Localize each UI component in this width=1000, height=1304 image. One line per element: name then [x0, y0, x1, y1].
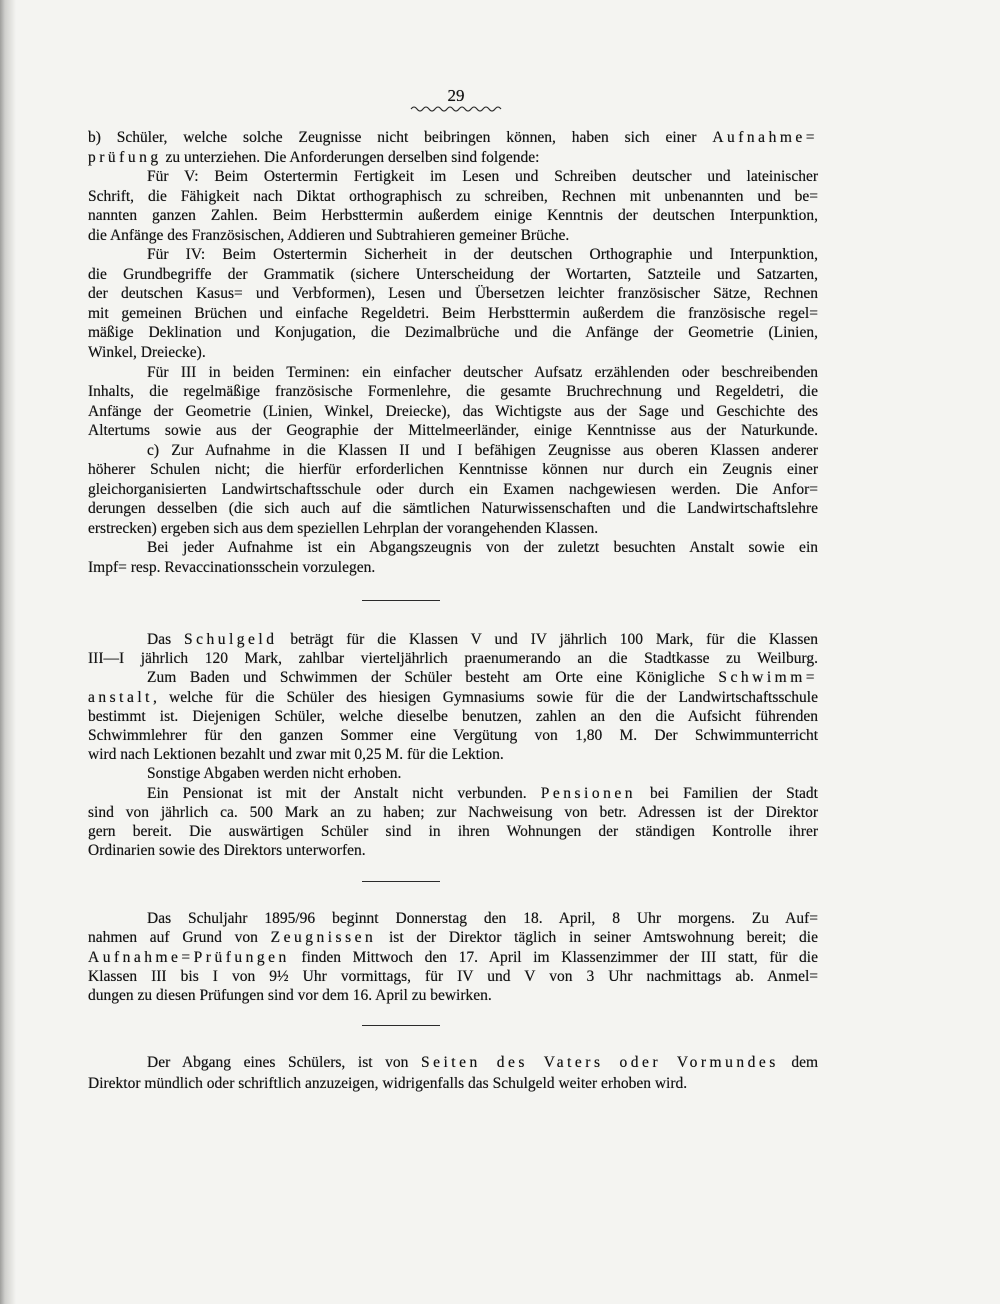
text-line: Winkel, Dreiecke). [88, 344, 206, 362]
text-line: mäßige Deklination und Konjugation, die Dezimalbrüche und die Anfänge der Geometrie (Linien, [88, 324, 818, 342]
text-line: die Anfänge des Französischen, Addieren und Subtrahieren gemeiner Brüche. [88, 226, 570, 244]
text-line: nannten ganzen Zahlen. Beim Herbsttermin außerdem einige Kenntnis der deutschen Interpunktion, [88, 207, 818, 225]
text-line: Impf= resp. Revaccinationsschein vorzulegen. [88, 559, 376, 577]
text-line: Altertums sowie aus der Geographie der Mittelmeerländer, einige Kenntnisse aus der Naturkunde. [88, 422, 818, 440]
text-segment: Der Abgang eines Schülers, ist von [147, 1054, 421, 1071]
text-line: bestimmt ist. Diejenigen Schüler, welche dieselbe benutzen, zahlen an den die Aufsicht führenden [88, 707, 818, 725]
text-line: Für IV: Beim Ostertermin Sicherheit in der deutschen Orthographie und Interpunktion, [147, 246, 818, 264]
spaced-text: Aufnahme=Prüfungen [88, 948, 290, 966]
text-segment: ist der Direktor täglich in seiner Amtswohnung bereit; die [376, 929, 818, 947]
text-line: Ordinarien sowie des Direktors unterworfen. [88, 842, 366, 860]
spaced-text: anstalt [88, 688, 153, 706]
text-line: Klassen III bis I von 9½ Uhr vormittags, für IV und V von 3 Uhr nachmittags ab. Anmel= [88, 967, 818, 985]
text-line: Für III in beiden Terminen: ein einfacher deutscher Aufsatz erzählenden oder beschreibenden [147, 363, 818, 381]
text-line: Anfänge der Geometrie (Linien, Winkel, Dreiecke), das Wichtigste aus der Sage und Geschichte des [88, 402, 818, 420]
text-segment: b) Schüler, welche solche Zeugnisse nicht beibringen können, haben sich einer [88, 129, 713, 146]
text-line: Direktor mündlich oder schriftlich anzuzeigen, widrigenfalls das Schulgeld weiter erhoben wird. [88, 1075, 688, 1092]
text-line: die Grundbegriffe der Grammatik (sichere Unterscheidung der Wortarten, Satzteile und Satzarten, [88, 265, 818, 283]
section-divider [362, 600, 440, 601]
text-line: erstrecken) ergeben sich aus dem speziellen Lehrplan der vorangehenden Klassen. [88, 519, 599, 537]
spaced-text: Aufnahme= [712, 129, 818, 146]
text-line [88, 668, 818, 687]
text-segment: Das [147, 631, 184, 648]
text-line [88, 784, 818, 803]
text-line: Sonstige Abgaben werden nicht erhoben. [147, 765, 402, 783]
text-segment: beträgt für die Klassen V und IV jährlich 100 Mark, für die Klassen [277, 631, 818, 648]
text-line: dungen zu diesen Prüfungen sind vor dem 16. April zu bewirken. [88, 987, 492, 1004]
spaced-text: Schulgeld [183, 631, 278, 648]
spaced-text: prüfung [88, 148, 162, 166]
section-withdrawal [88, 1052, 818, 1094]
text-line: c) Zur Aufnahme in die Klassen II und I befähigen Zeugnisse aus oberen Klassen anderer [147, 441, 818, 459]
text-line: Das Schuljahr 1895/96 beginnt Donnerstag den 18. April, 8 Uhr morgens. Zu Auf= [147, 910, 818, 927]
text-line: gern bereit. Die auswärtigen Schüler sind in ihren Wohnungen der ständigen Kontrolle ihrer [88, 822, 818, 840]
text-line [88, 1052, 818, 1073]
text-line [88, 928, 818, 947]
text-segment: , welche für die Schüler des hiesigen Gymnasiums sowie für die der Landwirtschaftsschule [152, 688, 818, 706]
text-line: mit gemeinen Brüchen und einfache Regeldetri. Beim Herbsttermin außerdem die französische regel= [88, 304, 818, 322]
text-line: Schwimmlehrer für den ganzen Sommer eine Vergütung von 1,80 M. Der Schwimmunterricht [88, 726, 818, 744]
text-segment: zu unterziehen. Die Anforderungen derselben sind folgende: [161, 148, 540, 166]
spaced-text: Pensionen [540, 784, 636, 802]
text-segment: nahmen auf Grund von [88, 929, 271, 947]
text-segment: bei Familien der Stadt [635, 784, 818, 802]
text-segment: finden Mittwoch den 17. April im Klassenzimmer der III statt, für die [289, 948, 818, 966]
text-segment: Zum Baden und Schwimmen der Schüler besteht am Orte eine Königliche [147, 669, 719, 687]
scan-edge-shadow [0, 0, 16, 1304]
text-line: höherer Schulen nicht; die hierfür erforderlichen Kenntnisse können nur durch ein Zeugnis einer [88, 461, 818, 479]
section-school-year [88, 909, 818, 1005]
section-divider [362, 1025, 440, 1026]
text-line: wird nach Lektionen bezahlt und zwar mit 0,25 M. für die Lektion. [88, 746, 504, 764]
section-admission-requirements [88, 128, 818, 578]
text-line: Schrift, die Fähigkeit nach Diktat orthographisch zu schreiben, Rechnen mit unbenannten und be= [88, 187, 818, 205]
text-line [88, 148, 818, 168]
text-line [88, 630, 818, 649]
text-line: Bei jeder Aufnahme ist ein Abgangszeugnis von der zuletzt besuchten Anstalt sowie ein [147, 539, 818, 557]
text-line [88, 948, 818, 967]
spaced-text: Zeugnissen [270, 929, 377, 947]
text-segment: dem [778, 1054, 819, 1071]
page-number: 29 [447, 86, 465, 105]
text-line: Für V: Beim Ostertermin Fertigkeit im Lesen und Schreiben deutscher und lateinischer [147, 168, 818, 186]
text-line [88, 128, 818, 148]
text-line: der deutschen Kasus= und Verbformen), Lesen und Übersetzen leichter französischer Sätze, Rechnen [88, 285, 818, 303]
spaced-text: Schwimm= [718, 669, 818, 687]
text-line: derungen desselben (die sich auch auf die sämtlichen Naturwissenschaften und die Landwirtschaftslehre [88, 500, 818, 518]
section-fees [88, 630, 818, 860]
text-line: gleichorganisierten Landwirtschaftsschule oder durch ein Examen nachgewiesen werden. Die Anfor= [88, 480, 818, 498]
text-line [88, 688, 818, 707]
spaced-text: Seiten des Vaters oder Vormundes [420, 1054, 779, 1071]
text-line: Inhalts, die regelmäßige französische Formenlehre, die gesamte Bruchrechnung und Regeldetri, die [88, 383, 818, 401]
text-segment: Ein Pensionat ist mit der Anstalt nicht verbunden. [147, 784, 541, 802]
section-divider [362, 881, 440, 882]
wavy-rule-ornament [410, 104, 502, 114]
text-line: sind von jährlich ca. 500 Mark an zu haben; zur Nachweisung von betr. Adressen ist der Direktor [88, 803, 818, 821]
text-line: III—I jährlich 120 Mark, zahlbar vierteljährlich praenumerando an die Stadtkasse zu Weilburg. [88, 650, 818, 668]
